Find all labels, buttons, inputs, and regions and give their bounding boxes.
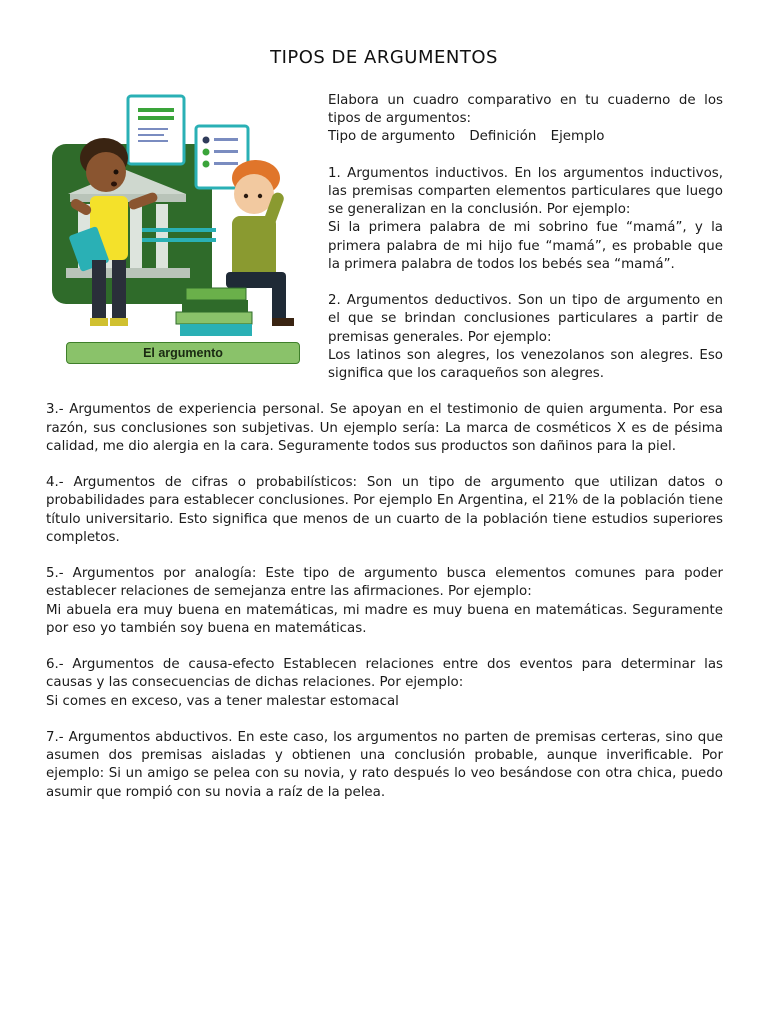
page-title: TIPOS DE ARGUMENTOS	[270, 47, 498, 68]
section-1-heading: 1. Argumentos inductivos. En los argumentos inductivos, las premisas comparten elementos particulares que luego se generalizan en la conclusión. Por ejemplo:	[328, 165, 723, 218]
section-6-heading: 6.- Argumentos de causa-efecto Establecen relaciones entre dos eventos para determinar las causas y las consecuencias de dichas relaciones. Por ejemplo:	[46, 657, 723, 691]
section-5-heading: 5.- Argumentos por analogía: Este tipo de argumento busca elementos comunes para poder establecer relaciones de semejanza entre las afirmaciones. Por ejemplo:	[46, 566, 723, 600]
argument-illustration	[46, 92, 318, 370]
intro-text: Elabora un cuadro comparativo en tu cuaderno de los tipos de argumentos:	[328, 93, 723, 127]
students-illustration	[46, 92, 318, 342]
section-6-example: Si comes en exceso, vas a tener malestar estomacal	[46, 693, 399, 709]
column-tipo: Tipo de argumento	[328, 129, 456, 145]
section-1-example: Si la primera palabra de mi sobrino fue “mamá”, y la primera palabra de mi hijo fue “mamá”, es probable que la primera palabra de todos los bebés sea “mamá”.	[328, 220, 723, 272]
column-definicion: Definición	[469, 129, 537, 145]
section-7: 7.- Argumentos abductivos. En este caso, los argumentos no parten de premisas certeras, sino que asumen dos premisas aisladas y obtienen una conclusión probable, aunque inverificable. Por ejemplo: Si un amigo se pelea con su novia, y rato después lo veo besándose con otra chica, puedo asumir que rompió con su novia a raíz de la pelea.	[46, 730, 723, 800]
section-4: 4.- Argumentos de cifras o probabilísticos: Son un tipo de argumento que utilizan datos o probabilidades para establecer conclusiones. Por ejemplo En Argentina, el 21% de la población tiene título universitario. Esto significa que menos de un cuarto de la población tiene estudios superiores completos.	[46, 475, 723, 545]
section-5-example: Mi abuela era muy buena en matemáticas, mi madre es muy buena en matemáticas. Seguramente por eso yo también soy buena en matemáticas.	[46, 602, 723, 636]
figure-caption: El argumento	[66, 342, 300, 364]
document-body	[46, 92, 723, 802]
section-2-heading: 2. Argumentos deductivos. Son un tipo de argumento en el que se brindan conclusiones particulares a partir de premisas generales. Por ejemplo:	[328, 293, 723, 345]
column-ejemplo: Ejemplo	[550, 129, 605, 145]
section-3: 3.- Argumentos de experiencia personal. Se apoyan en el testimonio de quien argumenta. Por esa razón, sus conclusiones son subjetivas. Un ejemplo sería: La marca de cosméticos X es de pésima calidad, me dio alergia en la cara. Seguramente todos sus productos son dañinos para la piel.	[46, 402, 723, 454]
section-2-example: Los latinos son alegres, los venezolanos son alegres. Eso significa que los caraqueños son alegres.	[328, 347, 723, 382]
